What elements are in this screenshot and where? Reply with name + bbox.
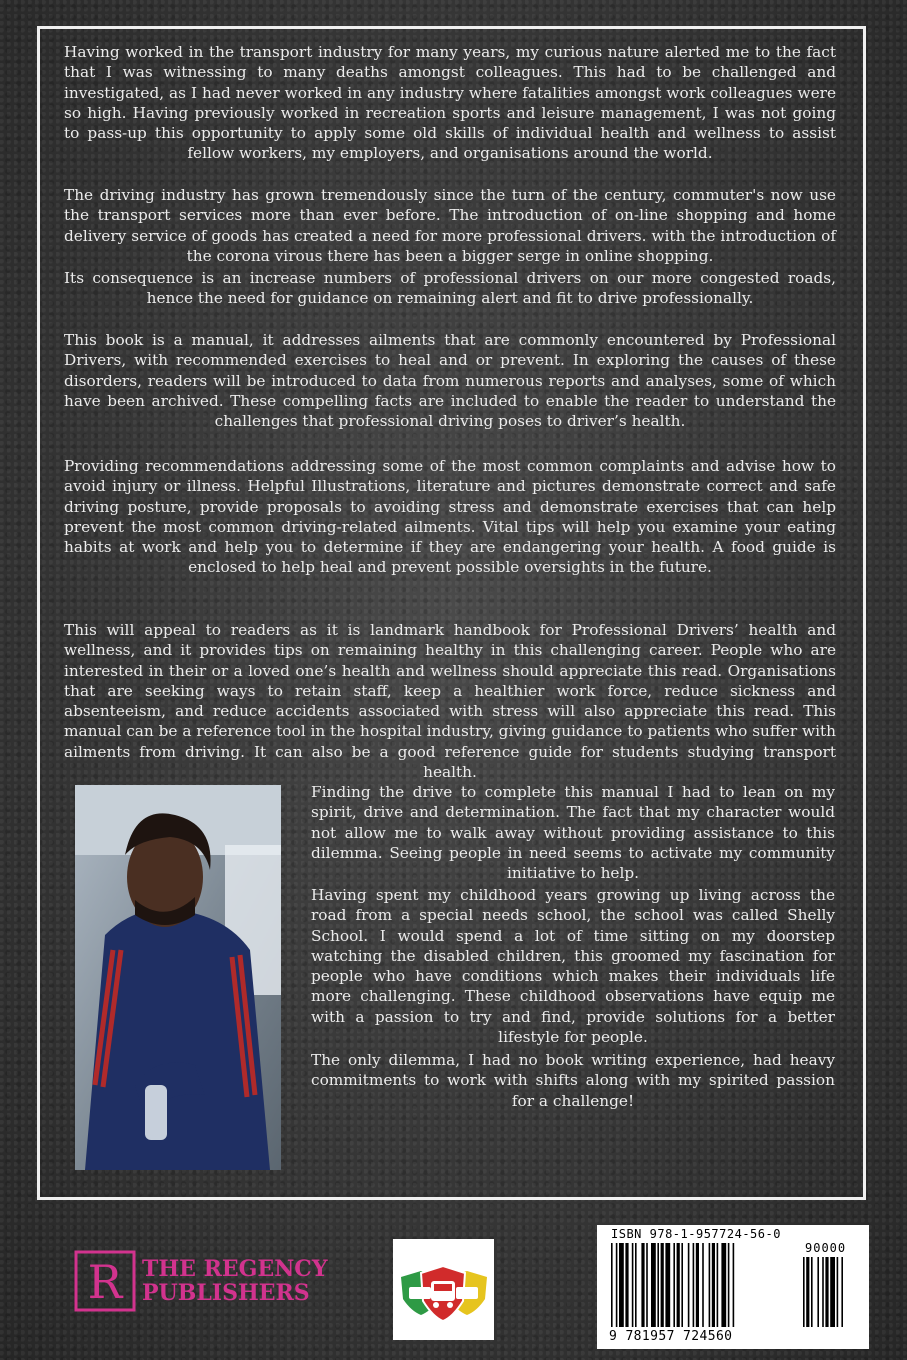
blurb-paragraph-7: Having spent my childhood years growing up living across the road from a special needs school, the school was called Shelly School. I would spend a lot of time sitting on my doorstep watching the disabled children, this groomed my fascination for people who have conditions which makes their individuals life more challenging. These childhood observations have equip me with a passion to try and find, provide solutions for a better lifestyle for people. (311, 886, 835, 1047)
blurb-paragraph-4: Providing recommendations addressing some of the most common complaints and advise how to avoid injury or illness. Helpful Illustrations, literature and pictures demonstrate correct and safe driving posture, provide proposals to avoiding stress and demonstrate exercises that can help prevent the most common driving-related ailments. Vital tips will help you examine your eating habits at work and help you to determine if they are endangering your health. A food guide is enclosed to help heal and prevent possible oversights in the future. (64, 457, 836, 577)
blurb-paragraph-1: Having worked in the transport industry for many years, my curious nature alerted me to the fact that I was witnessing to many deaths amongst colleagues. This had to be challenged and investigated, as I had never worked in any industry where fatalities amongst work colleagues were so high. Having previously worked in recreation sports and leisure management, I was not going to pass-up this opportunity to apply some old skills of individual health and wellness to assist fellow workers, my employers, and organisations around the world. (64, 43, 836, 163)
transport-shields-icon (393, 1239, 494, 1340)
publisher-name-line1: THE REGENCY (142, 1256, 328, 1282)
blurb-paragraph-2b: Its consequence is an increase numbers of professional drivers on our more congested roads, hence the need for guidance on remaining alert and fit to drive professionally. (64, 269, 836, 308)
author-portrait-photo (75, 785, 281, 1170)
blurb-paragraph-3: This book is a manual, it addresses ailments that are commonly encountered by Professional Drivers, with recommended exercises to heal and or prevent. In exploring the causes of these disorders, readers will be introduced to data from numerous reports and analyses, some of which have been archived. These compelling facts are included to enable the reader to understand the challenges that professional driving poses to driver’s health. (64, 331, 836, 431)
isbn-barcode (597, 1225, 869, 1349)
ean-number: 9 781957 724560 (609, 1329, 733, 1344)
publisher-monogram-icon (74, 1250, 136, 1312)
blurb-paragraph-2: The driving industry has grown tremendously since the turn of the century, commuter's now use the transport services more than ever before. The introduction of on-line shopping and home delivery service of goods has created a need for more professional drivers. with the introduction of the corona virous there has been a bigger serge in online shopping. (64, 186, 836, 265)
transport-shields-logo (393, 1239, 494, 1340)
price-code: 90000 (805, 1241, 847, 1255)
author-portrait-illustration (75, 785, 281, 1170)
blurb-paragraph-6: Finding the drive to complete this manual I had to lean on my spirit, drive and determination. The fact that my character would not allow me to walk away without providing assistance to this dilemma. Seeing people in need seems to activate my community initiative to help. (311, 783, 835, 883)
svg-text:R: R (87, 1255, 123, 1309)
publisher-name-line2: PUBLISHERS (142, 1280, 310, 1306)
blurb-paragraph-8: The only dilemma, I had no book writing experience, had heavy commitments to work with shifts along with my spirited passion for a challenge! (311, 1051, 835, 1110)
blurb-paragraph-5: This will appeal to readers as it is landmark handbook for Professional Drivers’ health and wellness, and it provides tips on remaining healthy in this challenging career. People who are interested in their or a loved one’s health and wellness should appreciate this read. Organisations that are seeking ways to retain staff, keep a healthier work force, reduce sickness and absenteeism, and reduce accidents associated with stress will also appreciate this read. This manual can be a reference tool in the hospital industry, giving guidance to patients who suffer with ailments from driving. It can also be a good reference guide for students studying transport health. (64, 621, 836, 782)
publisher-logo (74, 1246, 328, 1316)
isbn-text: ISBN 978-1-957724-56-0 (611, 1227, 781, 1241)
